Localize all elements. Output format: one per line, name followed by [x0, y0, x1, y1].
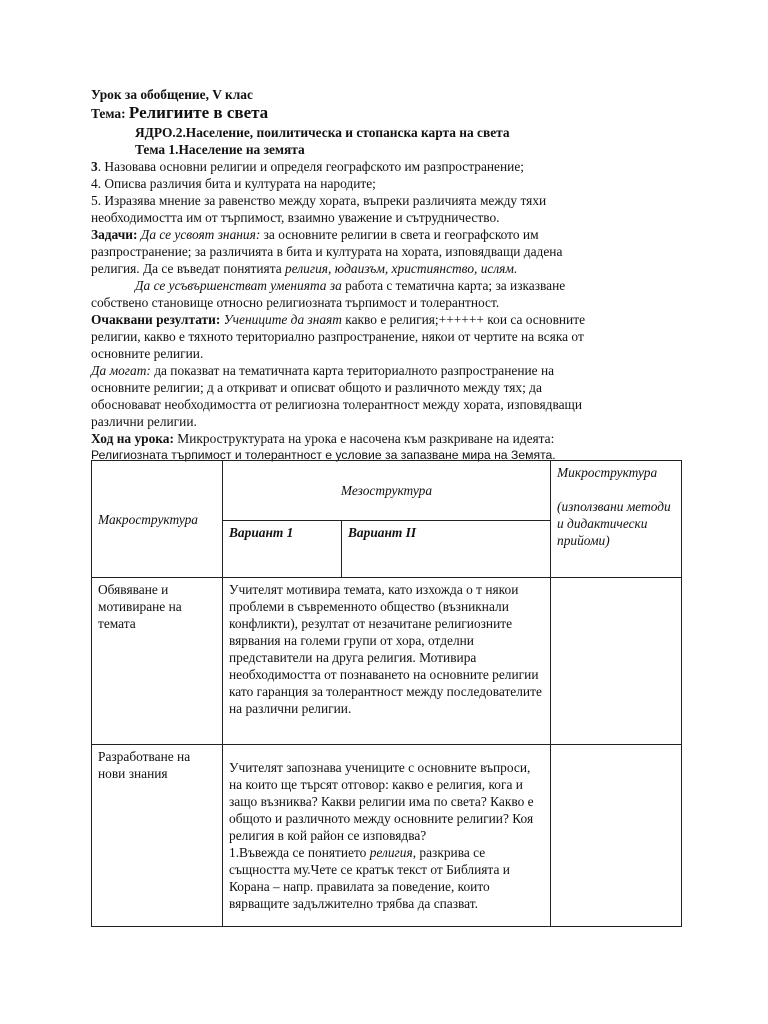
course-line — [91, 430, 691, 447]
lesson-plan-table — [91, 460, 682, 927]
topic-label: Тема: — [91, 106, 126, 121]
micro-header — [551, 461, 682, 578]
tasks-line2: разпространение; за различията в бита и културата на хората, изповядващи дадена — [91, 244, 563, 259]
table-header-row — [92, 461, 682, 521]
topic-title: Религиите в света — [128, 103, 269, 122]
variant2-header — [342, 520, 551, 578]
results-line4 — [91, 362, 691, 379]
tasks-line4 — [91, 277, 691, 294]
course-text: Микроструктурата на урока е насочена към разкриване на идеята: — [173, 431, 555, 446]
results-label: Очаквани резултати: — [91, 312, 221, 327]
content-questions: Учителят запознава учениците с основните въпроси, на които ще търсят отговор: какво е религия, кога и защо възниква? Какви религии има по света? Какво е общото и различното между основните религии? Коя религия в кой район се изповядва? — [229, 760, 534, 843]
macro-header-text: Макроструктура — [98, 511, 198, 527]
content-step1-term: религия — [369, 845, 413, 860]
tasks-improve-text: работа с тематична карта; за изказване — [341, 278, 566, 293]
objective-5-line2: необходимостта им от търпимост, взаимно уважение и сътрудничество. — [91, 210, 500, 225]
micro-header-text: Микроструктура — [557, 465, 658, 480]
results-line1 — [91, 311, 691, 328]
macro-header — [92, 461, 223, 578]
meso-header-text: Мезоструктура — [340, 482, 433, 498]
results-line3: основните религии. — [91, 346, 204, 361]
objective-4: 4. Описва различия бита и културата на народите; — [91, 176, 376, 191]
tasks-terms-intro: религия. Да се въведат понятията — [91, 261, 286, 276]
content-cell — [223, 745, 551, 927]
tasks-line1 — [91, 226, 691, 243]
subtopic-line: Тема 1.Население на земята — [135, 142, 305, 157]
results-line5: основните религии; д а откриват и описват общото и различното между тях; да — [91, 380, 542, 395]
variant1-text: Вариант 1 — [229, 524, 294, 540]
table-row — [92, 578, 682, 745]
variant1-header — [223, 520, 342, 578]
results-can-text: да показват на тематичната карта териториалното разпространение на — [150, 363, 555, 378]
results-line2: религии, какво е тяхното териториално разпространение, някои от чертите на всяка от — [91, 329, 584, 344]
tasks-learn-label: Да се усвоят знания: — [140, 227, 261, 242]
objective-3-number: 3 — [91, 159, 98, 174]
variant2-text: Вариант II — [348, 524, 417, 540]
content-cell: Учителят мотивира темата, като изхожда о т някои проблеми в съвременното общество (възникнали конфликти), резултат от незачитане религиозните вярвания на големи групи от хора, отделни представители на друга религия. Мотивира необходимостта от познаването на основните религии като гаранция за толерантност между последователите на различни религии. — [223, 578, 551, 745]
core-line: ЯДРО.2.Население, поилитическа и стопанска карта на света — [135, 125, 510, 140]
content-step1-text: , разкрива се същността му.Чете се кратък текст от Библията и Корана – напр. правилата за поведение, които вярващите задължително трябва да спазват. — [229, 845, 510, 911]
table-row — [92, 745, 682, 927]
micro-cell — [551, 578, 682, 745]
micro-header-sub: (използвани методи и дидактически прийоми) — [557, 499, 671, 548]
meso-header — [223, 461, 551, 521]
course-idea: Религиозната търпимост и толерантност е условие за запазване мира на Земята. — [91, 448, 556, 462]
tasks-line5: собствено становище относно религиозната търпимост и толерантност. — [91, 295, 500, 310]
results-line6: обосновават необходимостта от религиозна толерантност между хората, изповядващи — [91, 397, 583, 412]
results-line7: различни религии. — [91, 414, 197, 429]
tasks-learn-text: за основните религии в света и географското им — [260, 227, 539, 242]
content-step1 — [229, 844, 544, 912]
lesson-line: Урок за обобщение, V клас — [91, 87, 253, 102]
stage-cell: Разработване на нови знания — [92, 745, 223, 927]
topic-line — [91, 103, 691, 124]
tasks-line3 — [91, 260, 691, 277]
tasks-terms: религия, юдаизъм, християнство, ислям. — [285, 261, 518, 276]
content-step1-intro: 1.Въвежда се понятието — [229, 845, 370, 860]
results-know-label: Учениците да знаят — [220, 312, 342, 327]
tasks-improve-label: Да се усъвършенстват уменията за — [135, 278, 342, 293]
stage-cell: Обявяване и мотивиране на темата — [92, 578, 223, 745]
objective-3 — [91, 158, 691, 175]
results-know-text: какво е религия;++++++ кои са основните — [341, 312, 586, 327]
course-label: Ход на урока: — [91, 431, 174, 446]
document-body — [91, 86, 691, 464]
micro-cell — [551, 745, 682, 927]
objective-5-line1: 5. Изразява мнение за равенство между хората, въпреки различията между тяхи — [91, 193, 547, 208]
objective-3-text: . Назовава основни религии и определя географското им разпространение; — [97, 159, 524, 174]
tasks-label: Задачи: — [91, 227, 138, 242]
results-can-label: Да могат: — [91, 363, 151, 378]
